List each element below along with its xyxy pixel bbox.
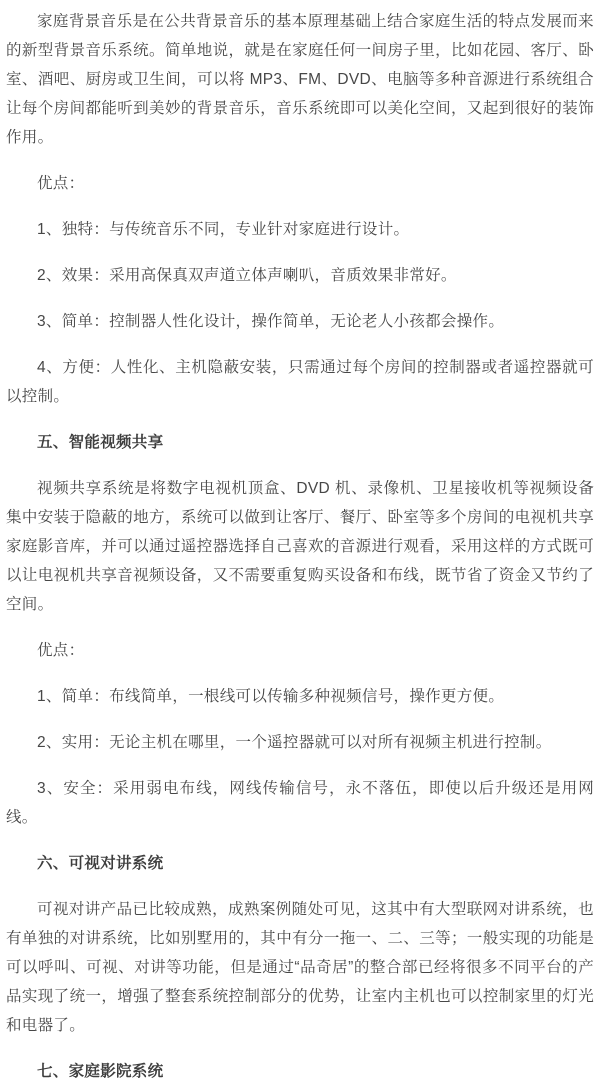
list-item-unique: 1、独特：与传统音乐不同，专业针对家庭进行设计。 [37,221,410,238]
advantages-label: 优点： [37,175,85,192]
section-heading-home-theater: 七、家庭影院系统 [37,1063,164,1080]
section-heading-video-sharing: 五、智能视频共享 [37,434,164,451]
section-heading-video-intercom: 六、可视对讲系统 [37,855,164,872]
list-item-safe: 3、安全：采用弱电布线，网线传输信号，永不落伍，即使以后升级还是用网线。 [6,780,594,826]
list-item-practical: 2、实用：无论主机在哪里，一个遥控器就可以对所有视频主机进行控制。 [37,734,552,751]
paragraph-video-sharing: 视频共享系统是将数字电视机顶盒、DVD 机、录像机、卫星接收机等视频设备集中安装于隐蔽的地方，系统可以做到让客厅、餐厅、卧室等多个房间的电视机共享家庭影音库，并可以通过遥控器选择自己喜欢的音源进行观看，采用这样的方式既可以让电视机共享音视频设备，又不需要重复购买设备和布线，既节省了资金又节约了空间。 [6,480,594,613]
list-item-effect: 2、效果：采用高保真双声道立体声喇叭，音质效果非常好。 [37,267,457,284]
list-item-convenient: 4、方便：人性化、主机隐蔽安装，只需通过每个房间的控制器或者遥控器就可以控制。 [6,359,594,405]
list-item-simple: 3、简单：控制器人性化设计，操作简单，无论老人小孩都会操作。 [37,313,505,330]
advantages-label: 优点： [37,642,85,659]
paragraph-home-background-music: 家庭背景音乐是在公共背景音乐的基本原理基础上结合家庭生活的特点发展而来的新型背景音乐系统。简单地说，就是在家庭任何一间房子里，比如花园、客厅、卧室、酒吧、厨房或卫生间，可以将 MP3、FM、DVD、电脑等多种音源进行系统组合让每个房间都能听到美妙的背景音乐，音乐系统即可以美化空间，又起到很好的装饰作用。 [6,13,594,146]
paragraph-video-intercom: 可视对讲产品已比较成熟，成熟案例随处可见，这其中有大型联网对讲系统，也有单独的对讲系统，比如别墅用的，其中有分一拖一、二、三等；一般实现的功能是可以呼叫、可视、对讲等功能，但是通过“品奇居”的整合部已经将很多不同平台的产品实现了统一，增强了整套系统控制部分的优势，让室内主机也可以控制家里的灯光和电器了。 [6,901,594,1034]
list-item-simple-wiring: 1、简单：布线简单，一根线可以传输多种视频信号，操作更方便。 [37,688,505,705]
